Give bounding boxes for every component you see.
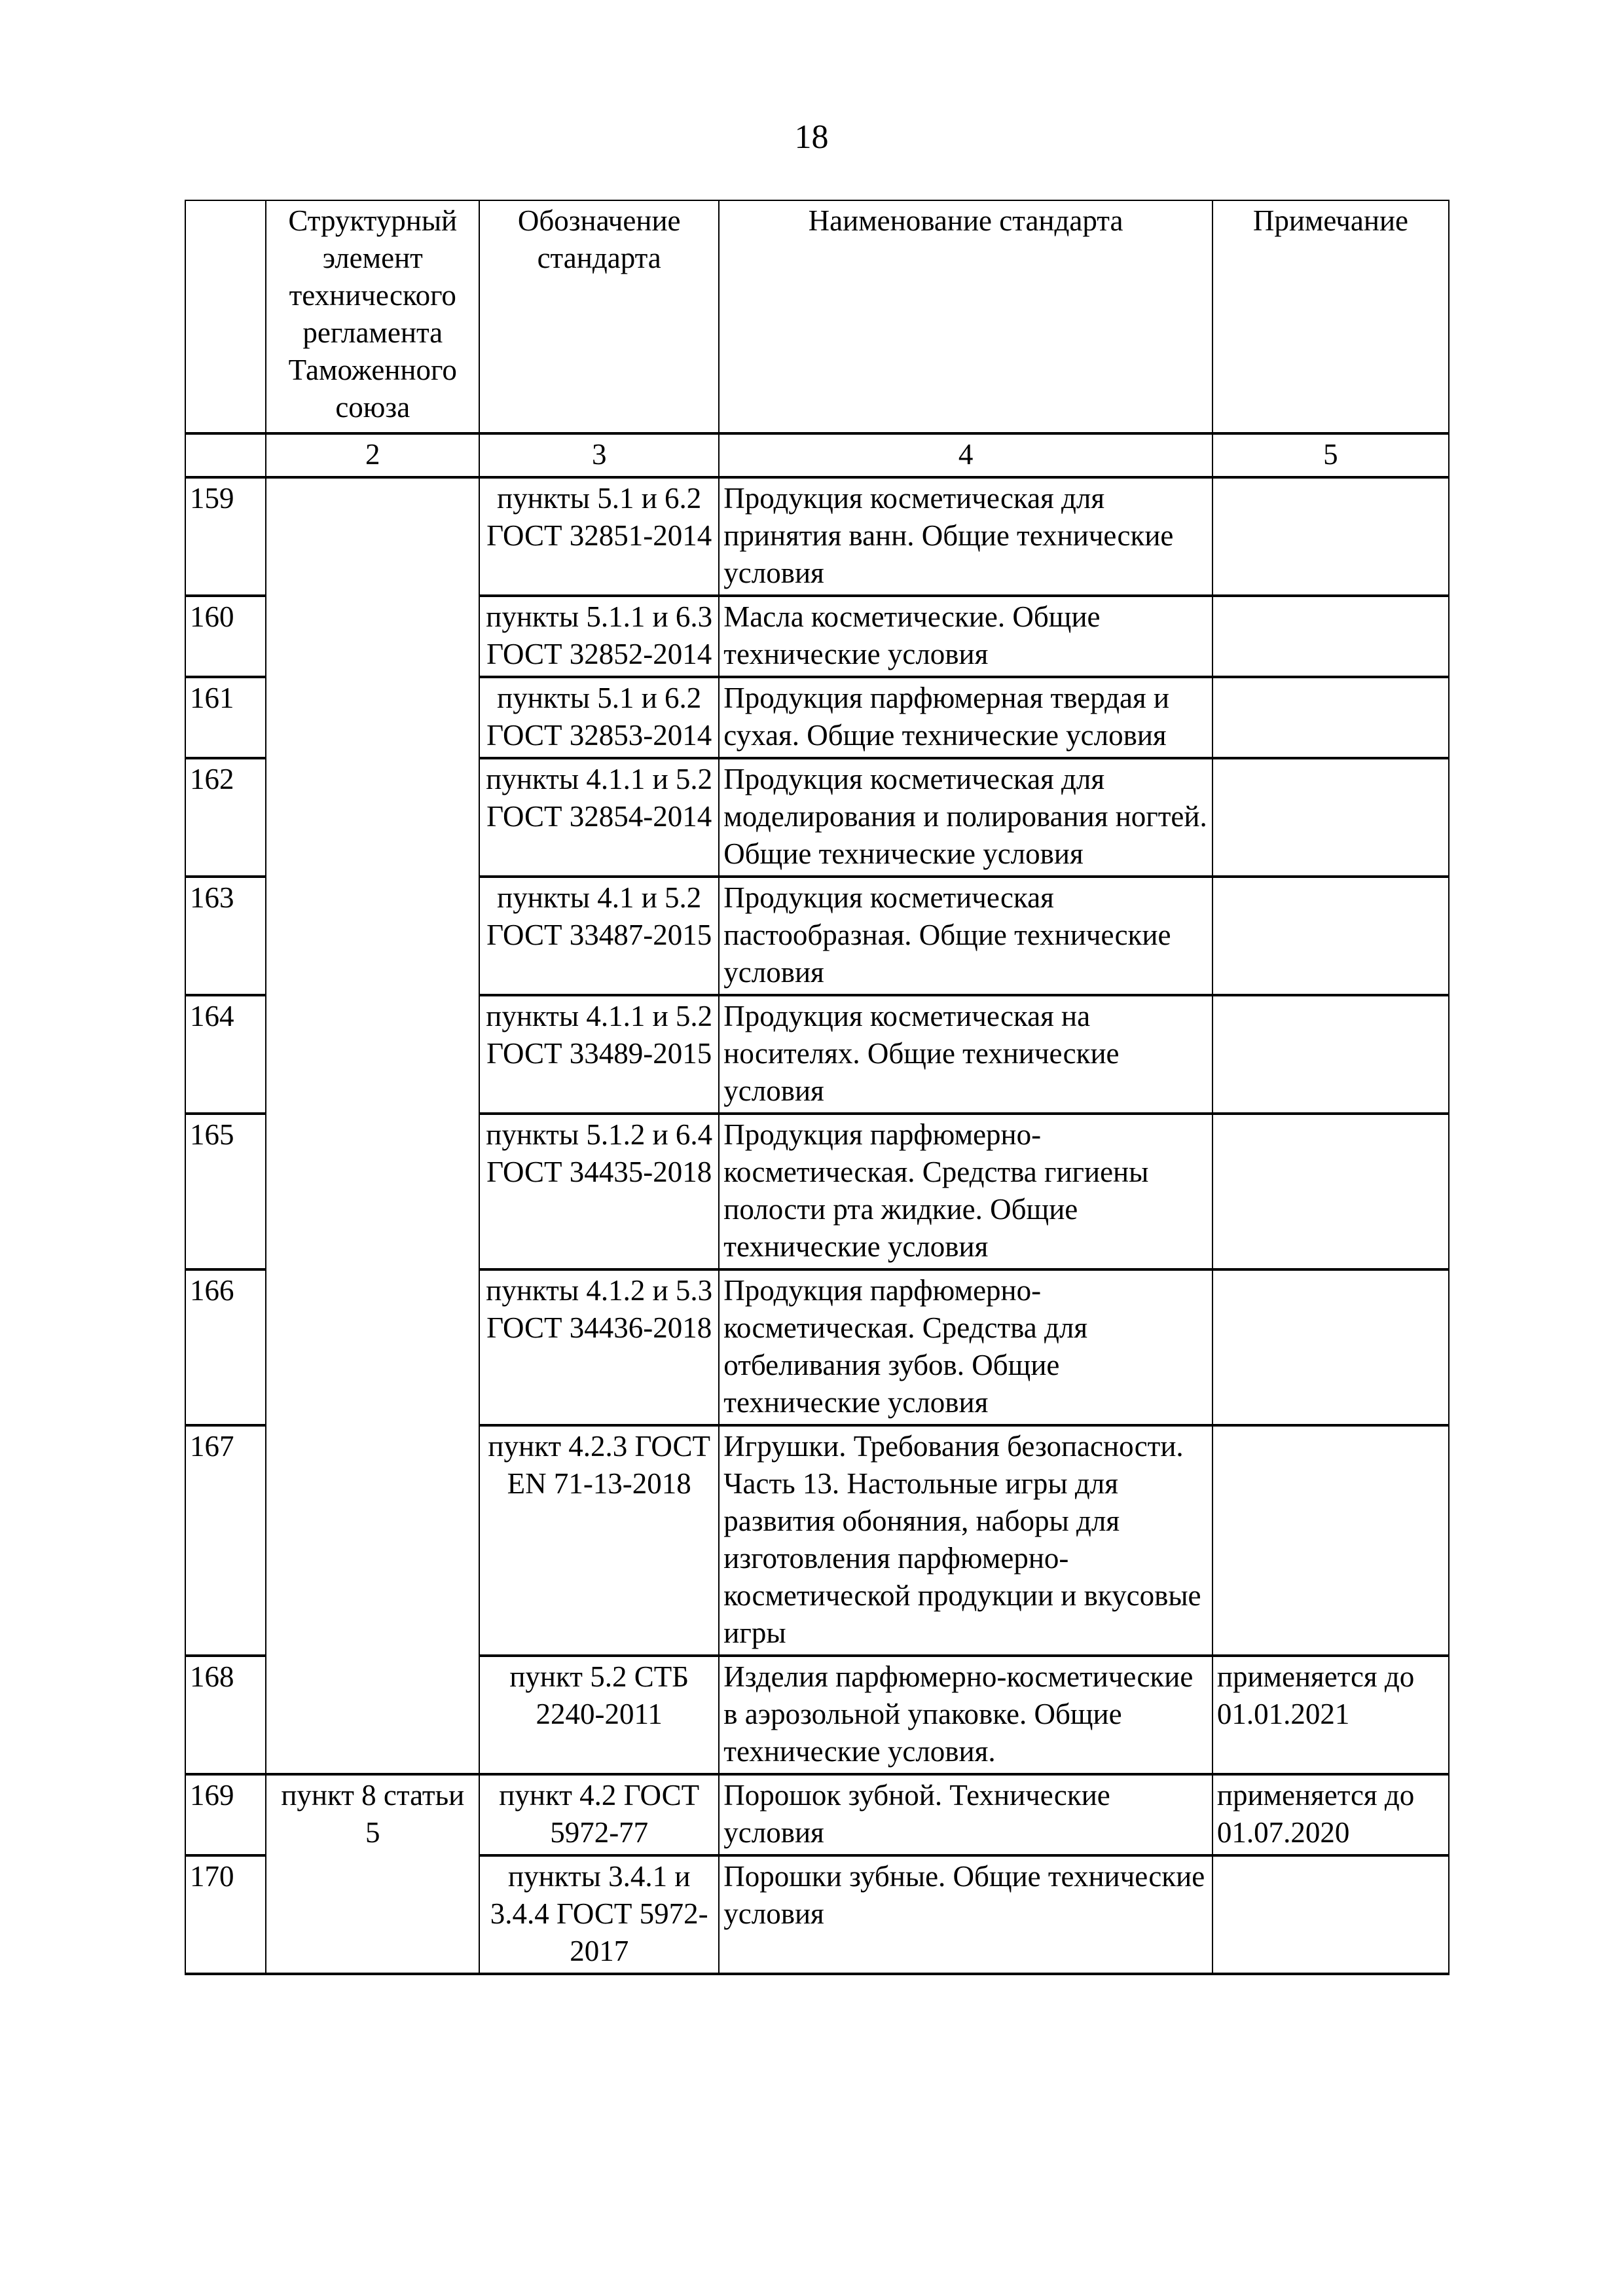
row-number: 163 [185, 877, 266, 995]
note-cell: применяется до 01.01.2021 [1213, 1656, 1449, 1774]
row-number: 161 [185, 677, 266, 758]
standard-name-cell: Продукция парфюмерно-косметическая. Средства для отбеливания зубов. Общие технические условия [719, 1269, 1213, 1425]
table-row [185, 1774, 1449, 1855]
standard-name-cell: Продукция косметическая на носителях. Общие технические условия [719, 995, 1213, 1114]
designation-cell: пункты 4.1.1 и 5.2 ГОСТ 32854-2014 [479, 758, 719, 877]
header-designation: Обозначение стандарта [479, 200, 719, 433]
standard-name-cell: Продукция парфюмерно-косметическая. Средства гигиены полости рта жидкие. Общие технические условия [719, 1114, 1213, 1269]
row-number: 170 [185, 1855, 266, 1974]
column-number: 4 [719, 433, 1213, 477]
standard-name-cell: Продукция косметическая для принятия ванн. Общие технические условия [719, 477, 1213, 596]
page-number: 18 [794, 118, 829, 156]
column-number: 2 [266, 433, 479, 477]
note-cell [1213, 1269, 1449, 1425]
designation-cell: пункты 5.1.2 и 6.4 ГОСТ 34435-2018 [479, 1114, 719, 1269]
column-number: 5 [1213, 433, 1449, 477]
designation-cell: пункты 5.1 и 6.2 ГОСТ 32853-2014 [479, 677, 719, 758]
row-number: 159 [185, 477, 266, 596]
note-cell [1213, 477, 1449, 596]
structural-element-cell [266, 477, 479, 1774]
standard-name-cell: Продукция парфюмерная твердая и сухая. Общие технические условия [719, 677, 1213, 758]
column-number [185, 433, 266, 477]
note-cell [1213, 758, 1449, 877]
row-number: 169 [185, 1774, 266, 1855]
note-cell [1213, 1114, 1449, 1269]
designation-cell: пункт 5.2 СТБ 2240-2011 [479, 1656, 719, 1774]
note-cell [1213, 1855, 1449, 1974]
row-number: 165 [185, 1114, 266, 1269]
column-number-row [185, 433, 1449, 477]
header-structural-element: Структурный элемент технического регламента Таможенного союза [266, 200, 479, 433]
standard-name-cell: Игрушки. Требования безопасности. Часть 13. Настольные игры для развития обоняния, наборы для изготовления парфюмерно-косметической продукции и вкусовые игры [719, 1425, 1213, 1656]
designation-cell: пункты 5.1.1 и 6.3 ГОСТ 32852-2014 [479, 596, 719, 677]
note-cell [1213, 596, 1449, 677]
table-row [185, 477, 1449, 596]
designation-cell: пункты 4.1.1 и 5.2 ГОСТ 33489-2015 [479, 995, 719, 1114]
standard-name-cell: Изделия парфюмерно-косметические в аэрозольной упаковке. Общие технические условия. [719, 1656, 1213, 1774]
note-cell [1213, 677, 1449, 758]
designation-cell: пункты 4.1.2 и 5.3 ГОСТ 34436-2018 [479, 1269, 719, 1425]
note-cell [1213, 1425, 1449, 1656]
designation-cell: пункт 4.2 ГОСТ 5972-77 [479, 1774, 719, 1855]
note-cell [1213, 995, 1449, 1114]
header-number [185, 200, 266, 433]
row-number: 164 [185, 995, 266, 1114]
table-header-row [185, 200, 1449, 433]
standard-name-cell: Продукция косметическая пастообразная. Общие технические условия [719, 877, 1213, 995]
standard-name-cell: Продукция косметическая для моделирования и полирования ногтей. Общие технические условия [719, 758, 1213, 877]
header-note: Примечание [1213, 200, 1449, 433]
row-number: 166 [185, 1269, 266, 1425]
row-number: 167 [185, 1425, 266, 1656]
note-cell [1213, 877, 1449, 995]
designation-cell: пункты 4.1 и 5.2 ГОСТ 33487-2015 [479, 877, 719, 995]
row-number: 162 [185, 758, 266, 877]
note-cell: применяется до 01.07.2020 [1213, 1774, 1449, 1855]
row-number: 160 [185, 596, 266, 677]
designation-cell: пункты 3.4.1 и 3.4.4 ГОСТ 5972-2017 [479, 1855, 719, 1974]
column-number: 3 [479, 433, 719, 477]
standard-name-cell: Порошок зубной. Технические условия [719, 1774, 1213, 1855]
standard-name-cell: Масла косметические. Общие технические условия [719, 596, 1213, 677]
standards-table [185, 200, 1450, 1975]
structural-element-cell: пункт 8 статьи 5 [266, 1774, 479, 1974]
row-number: 168 [185, 1656, 266, 1774]
header-standard-name: Наименование стандарта [719, 200, 1213, 433]
designation-cell: пункты 5.1 и 6.2 ГОСТ 32851-2014 [479, 477, 719, 596]
designation-cell: пункт 4.2.3 ГОСТ EN 71-13-2018 [479, 1425, 719, 1656]
standard-name-cell: Порошки зубные. Общие технические условия [719, 1855, 1213, 1974]
